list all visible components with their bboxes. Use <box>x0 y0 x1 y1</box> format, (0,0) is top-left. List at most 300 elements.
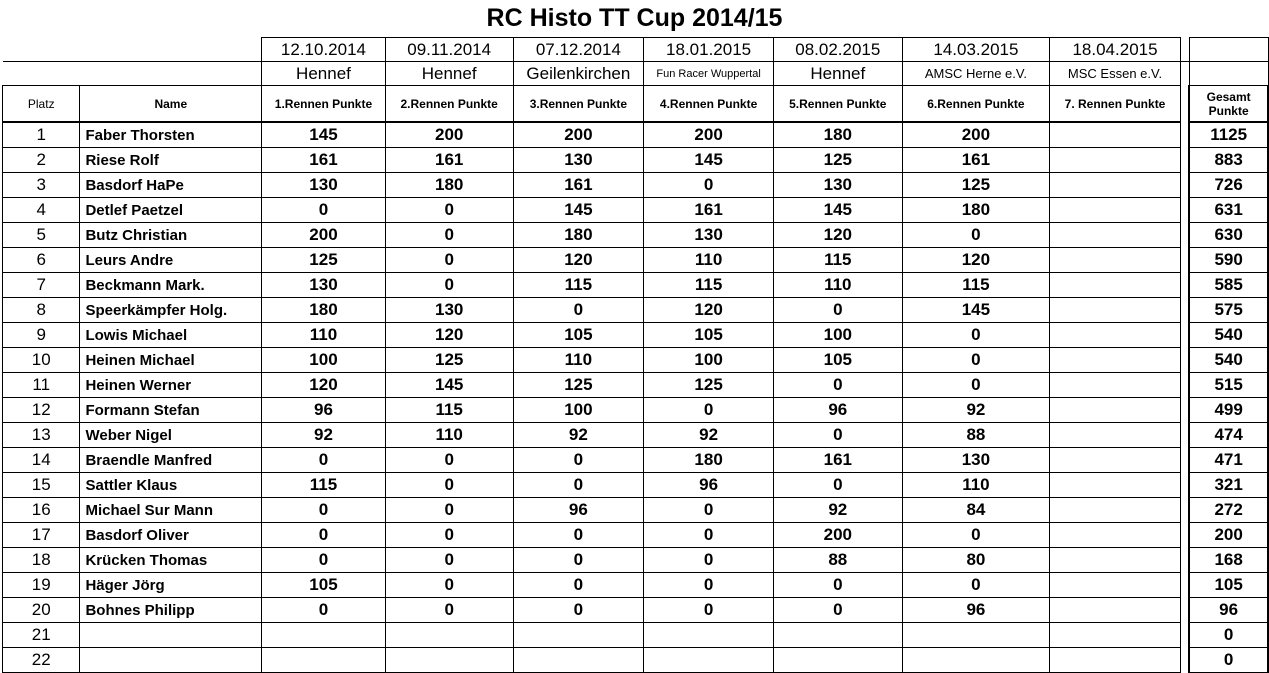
race-points-header: 4.Rennen Punkte <box>644 86 774 123</box>
table-row <box>3 122 1269 148</box>
points-cell: 0 <box>513 448 644 473</box>
points-cell: 0 <box>385 498 513 523</box>
points-cell <box>262 648 386 673</box>
spacer-cell <box>1180 148 1189 173</box>
points-cell: 110 <box>513 348 644 373</box>
platz-cell: 8 <box>3 298 80 323</box>
points-cell: 0 <box>902 573 1050 598</box>
points-cell: 200 <box>644 122 774 148</box>
points-cell: 180 <box>773 122 902 148</box>
points-cell: 0 <box>644 173 774 198</box>
spacer-cell <box>1180 473 1189 498</box>
points-cell: 92 <box>513 423 644 448</box>
gesamt-header: Gesamt Punkte <box>1189 86 1268 123</box>
points-cell <box>513 648 644 673</box>
name-cell: Speerkämpfer Holg. <box>80 298 262 323</box>
spacer-cell <box>1180 86 1189 123</box>
points-cell <box>644 648 774 673</box>
total-cell: 1125 <box>1189 122 1268 148</box>
points-cell: 0 <box>513 523 644 548</box>
platz-cell: 1 <box>3 122 80 148</box>
points-cell: 92 <box>773 498 902 523</box>
points-cell: 0 <box>262 498 386 523</box>
points-cell <box>1050 273 1181 298</box>
points-cell: 115 <box>644 273 774 298</box>
points-cell: 145 <box>385 373 513 398</box>
points-cell: 0 <box>902 348 1050 373</box>
name-cell: Faber Thorsten <box>80 122 262 148</box>
points-cell: 145 <box>262 122 386 148</box>
points-cell: 130 <box>902 448 1050 473</box>
name-cell: Butz Christian <box>80 223 262 248</box>
points-cell <box>1050 148 1181 173</box>
points-cell: 0 <box>385 223 513 248</box>
points-cell: 0 <box>644 573 774 598</box>
name-cell: Riese Rolf <box>80 148 262 173</box>
name-cell <box>80 623 262 648</box>
points-cell: 130 <box>513 148 644 173</box>
points-cell: 130 <box>644 223 774 248</box>
total-cell: 540 <box>1189 323 1268 348</box>
gesamt-blank <box>1189 38 1268 62</box>
points-cell: 161 <box>385 148 513 173</box>
race-points-header: 5.Rennen Punkte <box>773 86 902 123</box>
points-cell: 120 <box>773 223 902 248</box>
points-cell: 0 <box>644 498 774 523</box>
points-cell: 161 <box>513 173 644 198</box>
total-cell: 168 <box>1189 548 1268 573</box>
dates-row <box>3 38 1269 62</box>
points-cell: 0 <box>385 548 513 573</box>
points-cell: 130 <box>773 173 902 198</box>
race-points-header: 3.Rennen Punkte <box>513 86 644 123</box>
total-cell: 726 <box>1189 173 1268 198</box>
points-cell <box>1050 423 1181 448</box>
points-cell: 96 <box>644 473 774 498</box>
table-row <box>3 348 1269 373</box>
total-cell: 630 <box>1189 223 1268 248</box>
points-cell: 0 <box>902 523 1050 548</box>
total-cell: 0 <box>1189 623 1268 648</box>
points-cell: 88 <box>902 423 1050 448</box>
platz-cell: 19 <box>3 573 80 598</box>
points-cell: 110 <box>385 423 513 448</box>
total-cell: 499 <box>1189 398 1268 423</box>
points-cell: 96 <box>773 398 902 423</box>
total-cell: 321 <box>1189 473 1268 498</box>
points-cell: 0 <box>513 548 644 573</box>
points-cell: 105 <box>262 573 386 598</box>
points-cell: 145 <box>902 298 1050 323</box>
race-points-header: 1.Rennen Punkte <box>262 86 386 123</box>
points-cell: 200 <box>385 122 513 148</box>
race-venue: Fun Racer Wuppertal <box>644 62 774 86</box>
total-cell: 471 <box>1189 448 1268 473</box>
name-cell: Heinen Michael <box>80 348 262 373</box>
points-cell: 120 <box>385 323 513 348</box>
platz-header: Platz <box>3 86 80 123</box>
race-date: 12.10.2014 <box>262 38 386 62</box>
name-cell: Basdorf Oliver <box>80 523 262 548</box>
table-row <box>3 498 1269 523</box>
spacer-cell <box>1180 62 1189 86</box>
platz-cell: 15 <box>3 473 80 498</box>
race-date: 08.02.2015 <box>773 38 902 62</box>
points-cell <box>262 623 386 648</box>
points-cell: 120 <box>644 298 774 323</box>
points-cell: 161 <box>773 448 902 473</box>
points-cell <box>1050 648 1181 673</box>
name-cell: Braendle Manfred <box>80 448 262 473</box>
points-cell <box>1050 573 1181 598</box>
name-cell: Weber Nigel <box>80 423 262 448</box>
spacer-cell <box>1180 348 1189 373</box>
name-cell: Basdorf HaPe <box>80 173 262 198</box>
page-title: RC Histo TT Cup 2014/15 <box>486 4 783 32</box>
points-cell: 0 <box>385 598 513 623</box>
points-cell: 100 <box>773 323 902 348</box>
spacer-cell <box>1180 423 1189 448</box>
spacer-cell <box>1180 648 1189 673</box>
points-cell: 105 <box>644 323 774 348</box>
points-cell: 115 <box>262 473 386 498</box>
points-cell <box>385 648 513 673</box>
total-cell: 272 <box>1189 498 1268 523</box>
points-cell: 0 <box>262 523 386 548</box>
points-cell <box>1050 373 1181 398</box>
points-cell: 0 <box>773 423 902 448</box>
points-cell: 0 <box>644 523 774 548</box>
table-row <box>3 298 1269 323</box>
points-cell: 125 <box>262 248 386 273</box>
points-cell: 0 <box>513 598 644 623</box>
corner-cell <box>3 38 262 62</box>
venues-row <box>3 62 1269 86</box>
points-cell <box>385 623 513 648</box>
platz-cell: 21 <box>3 623 80 648</box>
total-cell: 540 <box>1189 348 1268 373</box>
points-cell <box>1050 498 1181 523</box>
table-row <box>3 273 1269 298</box>
points-cell: 110 <box>902 473 1050 498</box>
points-cell: 130 <box>385 298 513 323</box>
points-cell: 200 <box>902 122 1050 148</box>
points-cell: 88 <box>773 548 902 573</box>
platz-cell: 6 <box>3 248 80 273</box>
table-row <box>3 573 1269 598</box>
name-cell: Beckmann Mark. <box>80 273 262 298</box>
name-cell: Leurs Andre <box>80 248 262 273</box>
points-cell <box>1050 548 1181 573</box>
race-venue: Hennef <box>385 62 513 86</box>
points-cell: 0 <box>385 273 513 298</box>
points-cell <box>1050 623 1181 648</box>
table-row <box>3 323 1269 348</box>
total-cell: 96 <box>1189 598 1268 623</box>
platz-cell: 12 <box>3 398 80 423</box>
points-cell: 100 <box>262 348 386 373</box>
points-cell: 0 <box>773 573 902 598</box>
points-cell: 96 <box>513 498 644 523</box>
points-cell: 125 <box>773 148 902 173</box>
points-cell: 0 <box>385 473 513 498</box>
platz-cell: 9 <box>3 323 80 348</box>
platz-cell: 18 <box>3 548 80 573</box>
table-row <box>3 548 1269 573</box>
table-row <box>3 173 1269 198</box>
table-row <box>3 248 1269 273</box>
points-cell <box>644 623 774 648</box>
points-cell: 180 <box>385 173 513 198</box>
name-cell: Sattler Klaus <box>80 473 262 498</box>
platz-cell: 3 <box>3 173 80 198</box>
points-cell: 161 <box>262 148 386 173</box>
points-cell: 110 <box>773 273 902 298</box>
name-cell: Lowis Michael <box>80 323 262 348</box>
spacer-cell <box>1180 323 1189 348</box>
spacer-cell <box>1180 523 1189 548</box>
spacer-cell <box>1180 198 1189 223</box>
points-cell <box>902 623 1050 648</box>
total-cell: 585 <box>1189 273 1268 298</box>
name-cell: Bohnes Philipp <box>80 598 262 623</box>
points-cell: 0 <box>644 598 774 623</box>
points-cell: 105 <box>513 323 644 348</box>
total-cell: 590 <box>1189 248 1268 273</box>
race-venue: Hennef <box>262 62 386 86</box>
name-cell <box>80 648 262 673</box>
platz-cell: 2 <box>3 148 80 173</box>
points-cell: 100 <box>513 398 644 423</box>
points-cell <box>1050 223 1181 248</box>
race-date: 14.03.2015 <box>902 38 1050 62</box>
points-cell: 200 <box>262 223 386 248</box>
spacer-cell <box>1180 122 1189 148</box>
table-row <box>3 148 1269 173</box>
name-cell: Heinen Werner <box>80 373 262 398</box>
points-cell <box>1050 198 1181 223</box>
points-cell: 145 <box>644 148 774 173</box>
points-cell: 180 <box>513 223 644 248</box>
points-cell: 0 <box>385 248 513 273</box>
platz-cell: 5 <box>3 223 80 248</box>
points-cell <box>773 648 902 673</box>
points-cell: 110 <box>644 248 774 273</box>
total-cell: 0 <box>1189 648 1268 673</box>
points-cell: 0 <box>644 398 774 423</box>
points-cell: 110 <box>262 323 386 348</box>
race-points-header: 7. Rennen Punkte <box>1050 86 1181 123</box>
points-cell <box>1050 398 1181 423</box>
points-cell: 115 <box>385 398 513 423</box>
points-cell: 0 <box>262 548 386 573</box>
points-cell: 180 <box>644 448 774 473</box>
race-date: 18.01.2015 <box>644 38 774 62</box>
spacer-cell <box>1180 598 1189 623</box>
table-row <box>3 423 1269 448</box>
gesamt-blank <box>1189 62 1268 86</box>
spacer-cell <box>1180 273 1189 298</box>
race-venue: MSC Essen e.V. <box>1050 62 1181 86</box>
points-cell: 161 <box>902 148 1050 173</box>
total-cell: 883 <box>1189 148 1268 173</box>
table-row <box>3 398 1269 423</box>
platz-cell: 22 <box>3 648 80 673</box>
points-cell <box>1050 298 1181 323</box>
points-cell <box>1050 248 1181 273</box>
race-venue: Geilenkirchen <box>513 62 644 86</box>
spacer-cell <box>1180 373 1189 398</box>
platz-cell: 17 <box>3 523 80 548</box>
points-cell: 0 <box>902 323 1050 348</box>
header-row <box>3 86 1269 123</box>
points-cell: 115 <box>513 273 644 298</box>
points-cell: 0 <box>773 598 902 623</box>
points-cell <box>1050 598 1181 623</box>
points-cell: 0 <box>262 198 386 223</box>
points-cell <box>513 623 644 648</box>
total-cell: 200 <box>1189 523 1268 548</box>
points-cell: 0 <box>385 198 513 223</box>
points-cell: 105 <box>773 348 902 373</box>
total-cell: 631 <box>1189 198 1268 223</box>
spacer-cell <box>1180 223 1189 248</box>
points-cell <box>1050 523 1181 548</box>
points-cell: 92 <box>902 398 1050 423</box>
points-cell <box>1050 122 1181 148</box>
points-cell: 180 <box>902 198 1050 223</box>
race-points-header: 2.Rennen Punkte <box>385 86 513 123</box>
points-cell: 80 <box>902 548 1050 573</box>
name-cell: Krücken Thomas <box>80 548 262 573</box>
platz-cell: 16 <box>3 498 80 523</box>
points-cell: 125 <box>644 373 774 398</box>
spacer-cell <box>1180 498 1189 523</box>
spacer-cell <box>1180 298 1189 323</box>
points-cell: 0 <box>773 298 902 323</box>
points-cell: 0 <box>773 473 902 498</box>
points-cell: 0 <box>385 523 513 548</box>
platz-cell: 13 <box>3 423 80 448</box>
points-cell: 0 <box>513 298 644 323</box>
table-row <box>3 373 1269 398</box>
points-cell: 130 <box>262 273 386 298</box>
points-cell <box>1050 323 1181 348</box>
points-cell: 130 <box>262 173 386 198</box>
table-row <box>3 648 1269 673</box>
points-cell: 120 <box>902 248 1050 273</box>
points-cell <box>1050 448 1181 473</box>
points-cell: 0 <box>773 373 902 398</box>
name-cell: Formann Stefan <box>80 398 262 423</box>
table-row <box>3 523 1269 548</box>
platz-cell: 20 <box>3 598 80 623</box>
race-points-header: 6.Rennen Punkte <box>902 86 1050 123</box>
points-cell: 92 <box>262 423 386 448</box>
points-cell: 96 <box>262 398 386 423</box>
points-cell <box>1050 473 1181 498</box>
points-cell <box>1050 348 1181 373</box>
points-cell: 100 <box>644 348 774 373</box>
points-cell: 0 <box>262 448 386 473</box>
points-cell: 0 <box>262 598 386 623</box>
spacer-cell <box>1180 573 1189 598</box>
points-cell: 200 <box>513 122 644 148</box>
total-cell: 575 <box>1189 298 1268 323</box>
race-date: 18.04.2015 <box>1050 38 1181 62</box>
spacer-cell <box>1180 38 1189 62</box>
total-cell: 515 <box>1189 373 1268 398</box>
table-row <box>3 473 1269 498</box>
points-cell: 125 <box>385 348 513 373</box>
points-cell <box>1050 173 1181 198</box>
total-cell: 474 <box>1189 423 1268 448</box>
table-row <box>3 623 1269 648</box>
platz-cell: 4 <box>3 198 80 223</box>
points-cell: 120 <box>262 373 386 398</box>
points-cell: 115 <box>773 248 902 273</box>
spacer-cell <box>1180 448 1189 473</box>
points-cell: 0 <box>644 548 774 573</box>
name-header: Name <box>80 86 262 123</box>
points-cell: 145 <box>773 198 902 223</box>
points-cell: 0 <box>385 448 513 473</box>
platz-cell: 14 <box>3 448 80 473</box>
points-cell: 96 <box>902 598 1050 623</box>
spacer-cell <box>1180 623 1189 648</box>
name-cell: Michael Sur Mann <box>80 498 262 523</box>
race-date: 09.11.2014 <box>385 38 513 62</box>
points-cell: 180 <box>262 298 386 323</box>
race-venue: Hennef <box>773 62 902 86</box>
standings-table <box>2 37 1269 673</box>
platz-cell: 11 <box>3 373 80 398</box>
points-cell: 0 <box>513 573 644 598</box>
table-row <box>3 198 1269 223</box>
platz-cell: 7 <box>3 273 80 298</box>
table-row <box>3 598 1269 623</box>
points-cell: 0 <box>513 473 644 498</box>
name-cell: Detlef Paetzel <box>80 198 262 223</box>
table-row <box>3 223 1269 248</box>
platz-cell: 10 <box>3 348 80 373</box>
points-cell: 200 <box>773 523 902 548</box>
points-cell <box>773 623 902 648</box>
points-cell: 84 <box>902 498 1050 523</box>
points-cell: 161 <box>644 198 774 223</box>
points-cell: 92 <box>644 423 774 448</box>
spacer-cell <box>1180 548 1189 573</box>
table-row <box>3 448 1269 473</box>
points-cell: 125 <box>902 173 1050 198</box>
spacer-cell <box>1180 398 1189 423</box>
points-cell: 0 <box>385 573 513 598</box>
race-date: 07.12.2014 <box>513 38 644 62</box>
points-cell: 115 <box>902 273 1050 298</box>
race-venue: AMSC Herne e.V. <box>902 62 1050 86</box>
total-cell: 105 <box>1189 573 1268 598</box>
spacer-cell <box>1180 173 1189 198</box>
points-cell: 125 <box>513 373 644 398</box>
spacer-cell <box>1180 248 1189 273</box>
points-cell: 120 <box>513 248 644 273</box>
corner-cell-2 <box>3 62 262 86</box>
points-cell <box>902 648 1050 673</box>
points-cell: 0 <box>902 223 1050 248</box>
points-cell: 145 <box>513 198 644 223</box>
points-cell: 0 <box>902 373 1050 398</box>
name-cell: Häger Jörg <box>80 573 262 598</box>
